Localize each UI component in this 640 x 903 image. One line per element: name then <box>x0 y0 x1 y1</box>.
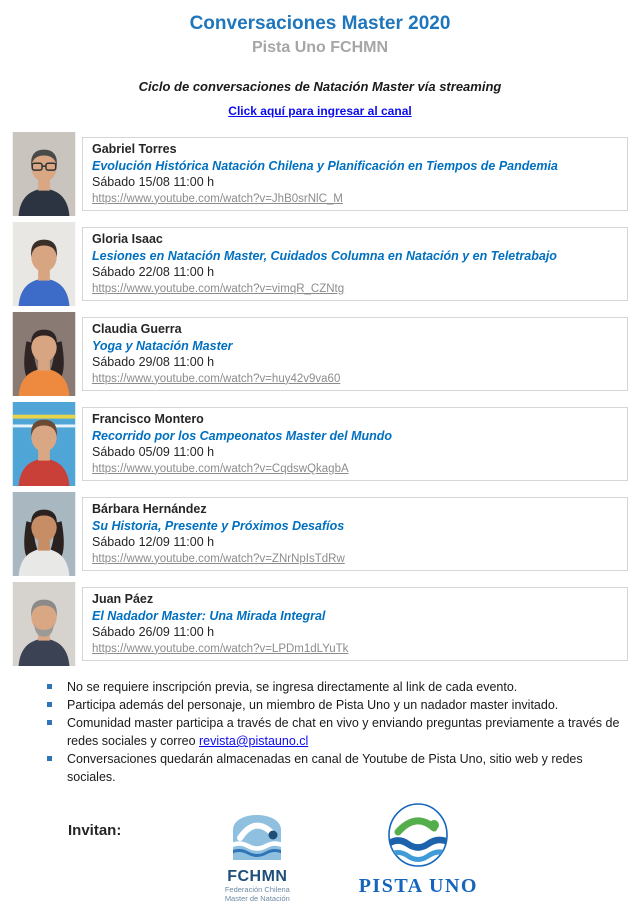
speaker-photo <box>12 312 76 396</box>
speaker-info-box <box>82 317 628 391</box>
speaker-photo <box>12 132 76 216</box>
page-subtitle: Pista Uno FCHMN <box>252 39 388 56</box>
speaker-photo <box>12 222 76 306</box>
talk-title: Evolución Histórica Natación Chilena y Planificación en Tiempos de Pandemia <box>92 158 558 173</box>
talk-datetime: Sábado 05/09 11:00 h <box>92 445 215 460</box>
talk-datetime: Sábado 15/08 11:00 h <box>92 175 215 190</box>
note-text: Participa además del personaje, un miembro de Pista Uno y un nadador master invitado. <box>67 698 559 712</box>
page-title: Conversaciones Master 2020 <box>189 13 451 34</box>
speaker-info-box <box>82 587 628 661</box>
speaker-photo <box>12 402 76 486</box>
talk-datetime: Sábado 29/08 11:00 h <box>92 355 215 370</box>
fchmn-acronym: FCHMN <box>227 868 288 885</box>
fchmn-sub-line2: Master de Natación <box>224 894 290 903</box>
youtube-link[interactable]: https://www.youtube.com/watch?v=JhB0srNlC_M <box>92 192 343 205</box>
speaker-card <box>12 132 628 216</box>
speaker-card <box>12 582 628 666</box>
talk-title: El Nadador Master: Una Mirada Integral <box>92 608 326 623</box>
note-item <box>45 714 620 750</box>
youtube-link[interactable]: https://www.youtube.com/watch?v=vimqR_CZNtg <box>92 282 345 295</box>
fchmn-logo <box>197 802 317 903</box>
note-text: Conversaciones quedarán almacenadas en canal de Youtube de Pista Uno, sitio web y redes sociales. <box>67 752 583 784</box>
talk-title: Lesiones en Natación Master, Cuidados Columna en Natación y en Teletrabajo <box>92 248 557 263</box>
youtube-link[interactable]: https://www.youtube.com/watch?v=ZNrNpIsTdRw <box>92 552 345 565</box>
pistauno-wordmark: PISTA UNO <box>358 875 478 897</box>
invitan-label: Invitan: <box>68 822 122 839</box>
note-text: No se requiere inscripción previa, se ingresa directamente al link de cada evento. <box>67 680 518 694</box>
note-item <box>45 696 620 714</box>
speaker-card <box>12 222 628 306</box>
speaker-card <box>12 492 628 576</box>
header <box>0 0 640 120</box>
channel-link[interactable]: Click aquí para ingresar al canal <box>228 104 412 118</box>
pistauno-logo <box>343 802 493 897</box>
talk-title: Su Historia, Presente y Próximos Desafíos <box>92 518 345 533</box>
talk-datetime: Sábado 12/09 11:00 h <box>92 535 215 550</box>
speaker-name: Gloria Isaac <box>92 232 163 247</box>
speaker-name: Gabriel Torres <box>92 142 177 157</box>
fchmn-sub-line1: Federación Chilena <box>224 885 290 894</box>
youtube-link[interactable]: https://www.youtube.com/watch?v=CqdswQkagbA <box>92 462 349 475</box>
talk-title: Yoga y Natación Master <box>92 338 233 353</box>
talk-title: Recorrido por los Campeonatos Master del Mundo <box>92 428 393 443</box>
note-text: Comunidad master participa a través de chat en vivo y enviando preguntas previamente a través de redes sociales y correo <box>67 716 620 748</box>
speaker-info-box <box>82 407 628 481</box>
speaker-card <box>12 402 628 486</box>
fchmn-swimmer-icon <box>228 802 286 862</box>
speaker-name: Juan Páez <box>92 592 154 607</box>
speaker-card <box>12 312 628 396</box>
notes-list <box>45 678 620 786</box>
footer <box>0 802 640 903</box>
youtube-link[interactable]: https://www.youtube.com/watch?v=huy42v9va60 <box>92 372 341 385</box>
speaker-name: Francisco Montero <box>92 412 204 427</box>
email-link[interactable]: revista@pistauno.cl <box>199 734 309 748</box>
speaker-photo <box>12 492 76 576</box>
pistauno-swimmer-icon <box>386 802 450 868</box>
youtube-link[interactable]: https://www.youtube.com/watch?v=LPDm1dLYuTk <box>92 642 349 655</box>
speaker-name: Bárbara Hernández <box>92 502 207 517</box>
tagline: Ciclo de conversaciones de Natación Master vía streaming <box>138 79 502 94</box>
talk-datetime: Sábado 26/09 11:00 h <box>92 625 215 640</box>
speaker-info-box <box>82 497 628 571</box>
speaker-name: Claudia Guerra <box>92 322 182 337</box>
speaker-info-box <box>82 137 628 211</box>
speaker-info-box <box>82 227 628 301</box>
speaker-photo <box>12 582 76 666</box>
speaker-card-list <box>0 132 640 666</box>
talk-datetime: Sábado 22/08 11:00 h <box>92 265 215 280</box>
note-item <box>45 678 620 696</box>
note-item <box>45 750 620 786</box>
